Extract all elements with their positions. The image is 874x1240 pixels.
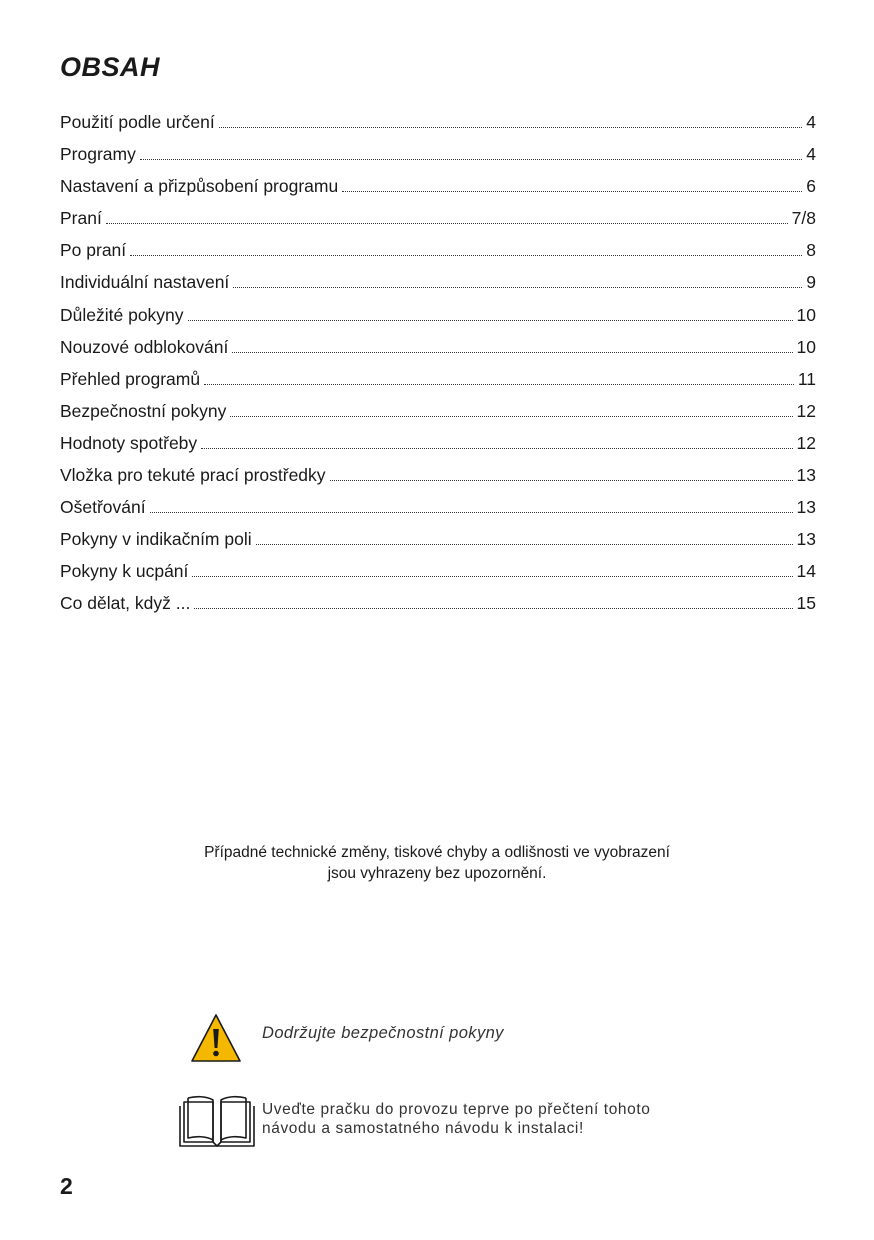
toc-page: 4 xyxy=(806,144,816,165)
toc-row[interactable] xyxy=(60,240,816,272)
toc-row[interactable] xyxy=(60,497,816,529)
toc-label: Bezpečnostní pokyny xyxy=(60,400,227,421)
toc-leader-dots xyxy=(140,158,802,160)
toc-row[interactable] xyxy=(60,465,816,497)
toc-row[interactable] xyxy=(60,112,816,144)
toc-label: Nastavení a přizpůsobení programu xyxy=(60,176,339,197)
toc-leader-dots xyxy=(342,190,802,192)
toc-page: 6 xyxy=(806,176,816,197)
toc-label: Po praní xyxy=(60,240,127,261)
toc-row[interactable] xyxy=(60,337,816,369)
toc-label: Nouzové odblokování xyxy=(60,336,229,357)
toc-page: 14 xyxy=(796,561,816,582)
toc-label: Programy xyxy=(60,144,136,165)
toc-leader-dots xyxy=(150,511,793,513)
toc-row[interactable] xyxy=(60,208,816,240)
toc-page: 10 xyxy=(796,336,816,357)
toc-leader-dots xyxy=(130,254,802,256)
toc-label: Hodnoty spotřeby xyxy=(60,432,198,453)
toc-label: Pokyny v indikačním poli xyxy=(60,529,252,550)
toc-leader-dots xyxy=(330,479,793,481)
toc-page: 13 xyxy=(796,465,816,486)
toc-leader-dots xyxy=(188,319,793,321)
manual-line: návodu a samostatného návodu k instalaci! xyxy=(262,1120,584,1137)
disclaimer-notice xyxy=(140,842,734,884)
toc-page: 12 xyxy=(796,400,816,421)
toc-row[interactable] xyxy=(60,433,816,465)
toc-leader-dots xyxy=(192,575,792,577)
toc-row[interactable] xyxy=(60,144,816,176)
toc-page: 15 xyxy=(796,593,816,614)
toc-leader-dots xyxy=(201,447,792,449)
toc-label: Individuální nastavení xyxy=(60,272,230,293)
toc-page: 10 xyxy=(796,304,816,325)
disclaimer-line: jsou vyhrazeny bez upozornění. xyxy=(327,865,547,882)
toc-row[interactable] xyxy=(60,529,816,561)
manual-text xyxy=(262,1100,651,1138)
toc-leader-dots xyxy=(233,286,802,288)
toc-leader-dots xyxy=(204,383,794,385)
manual-line: Uveďte pračku do provozu teprve po přečtení tohoto xyxy=(262,1101,651,1118)
toc-label: Použití podle určení xyxy=(60,112,215,132)
toc-page: 9 xyxy=(806,272,816,293)
safety-note xyxy=(190,1012,750,1064)
toc-page: 13 xyxy=(796,497,816,518)
safety-text: Dodržujte bezpečnostní pokyny xyxy=(262,1024,504,1042)
toc-row[interactable] xyxy=(60,593,816,625)
toc-leader-dots xyxy=(232,351,792,353)
toc-row[interactable] xyxy=(60,272,816,304)
warning-triangle-icon xyxy=(190,1012,242,1064)
toc-leader-dots xyxy=(106,222,788,224)
toc-leader-dots xyxy=(194,607,792,609)
toc-row[interactable] xyxy=(60,401,816,433)
toc-page: 13 xyxy=(796,529,816,550)
toc-leader-dots xyxy=(230,415,792,417)
disclaimer-line: Případné technické změny, tiskové chyby a odlišnosti ve vyobrazení xyxy=(204,844,670,861)
toc-page: 8 xyxy=(806,240,816,261)
toc-label: Pokyny k ucpání xyxy=(60,561,189,582)
toc-label: Přehled programů xyxy=(60,368,201,389)
toc-label: Praní xyxy=(60,208,102,229)
toc-page: 7/8 xyxy=(791,208,816,229)
table-of-contents xyxy=(60,112,816,626)
toc-page: 11 xyxy=(797,368,816,389)
toc-label: Ošetřování xyxy=(60,497,146,518)
toc-row[interactable] xyxy=(60,369,816,401)
toc-label: Důležité pokyny xyxy=(60,304,184,325)
toc-leader-dots xyxy=(256,543,793,545)
page-title: OBSAH xyxy=(60,52,161,82)
toc-label: Vložka pro tekuté prací prostředky xyxy=(60,465,326,486)
page-number: 2 xyxy=(60,1173,73,1199)
toc-leader-dots xyxy=(219,126,803,128)
toc-label: Co dělat, když ... xyxy=(60,593,191,614)
toc-page: 4 xyxy=(806,112,816,132)
toc-row[interactable] xyxy=(60,176,816,208)
toc-row[interactable] xyxy=(60,305,816,337)
manual-note xyxy=(178,1094,758,1150)
toc-page: 12 xyxy=(796,432,816,453)
open-book-icon xyxy=(178,1094,256,1148)
toc-row[interactable] xyxy=(60,561,816,593)
